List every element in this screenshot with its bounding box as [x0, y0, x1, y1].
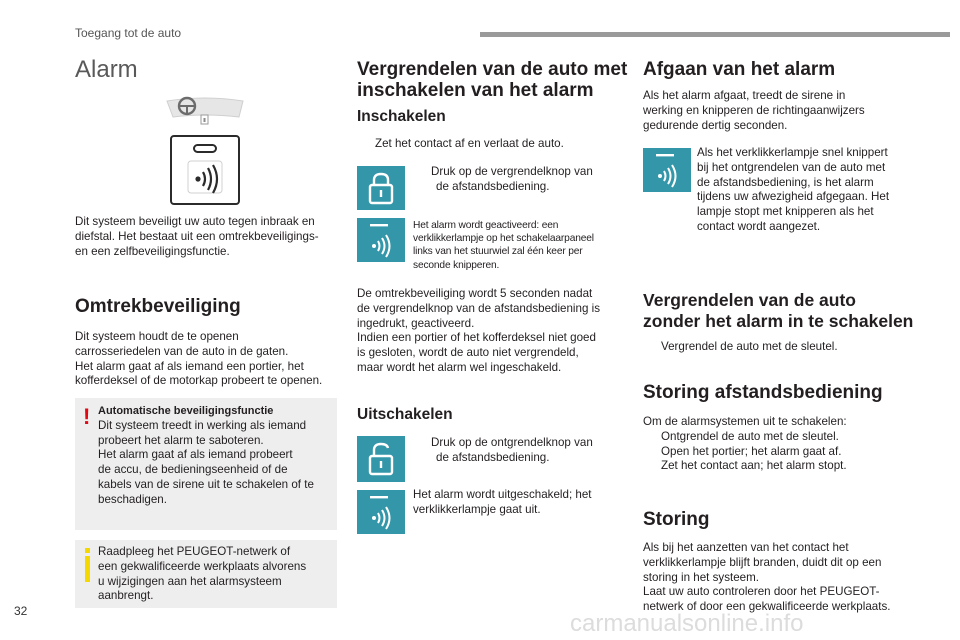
warning-icon: !: [83, 404, 91, 429]
info-icon: [85, 548, 91, 584]
zonder-alarm-bullet: Vergrendel de auto met de sleutel.: [661, 340, 838, 353]
inschakelen-bullet: Zet het contact af en verlaat de auto.: [375, 137, 564, 150]
unlock-instruction: Druk op de ontgrendelknop van de afstandsbediening.: [431, 436, 593, 464]
page-title: Alarm: [75, 56, 138, 83]
geactiveerd-note: Het alarm wordt geactiveerd: een verklikkerlampje op het schakelaarpaneel links van het stuurwiel zal één keer per seconde knipperen.: [413, 220, 594, 271]
alarm-intro: Dit systeem beveiligt uw auto tegen inbraak en diefstal. Het bestaat uit een omtrekbeveiligings- en een zelfbeveiligingsfunctie.: [75, 215, 319, 258]
omtrekbeveiliging-text: Dit systeem houdt de te openen carrosseriedelen van de auto in de gaten. Het alarm gaat af als iemand een portier, het kofferdeksel of de motorkap probeert te openen.: [75, 330, 323, 388]
zonder-alarm-heading: Vergrendelen van de auto zonder het alarm in te schakelen: [643, 290, 914, 331]
warning-note: ! Automatische beveiligingsfunctie Dit systeem treedt in werking als iemand probeert het alarm te saboteren. Het alarm gaat af als iemand probeert de accu, de bedieningseenheid of de kabels van de sirene uit te schakelen of te beschadigen.: [75, 398, 337, 530]
info-note: Raadpleeg het PEUGEOT-netwerk of een gekwalificeerde werkplaats alvorens u wijzigingen aan het alarmsysteem aanbrengt.: [75, 540, 337, 608]
indicator-lamp-icon: [357, 218, 405, 262]
storing-text: Als bij het aanzetten van het contact het verklikkerlampje blijft branden, duidt dit op een storing in het systeem. Laat uw auto controleren door het PEUGEOT- netwerk of door een gekwalificeerde werkplaats.: [643, 541, 891, 614]
page-number: 32: [14, 604, 28, 618]
dashboard-illustration: [165, 95, 245, 127]
inschakelen-heading: Inschakelen: [357, 108, 446, 125]
header-bar: [480, 32, 950, 37]
lock-instruction: Druk op de vergrendelknop van de afstandsbediening.: [431, 165, 593, 193]
uitgeschakeld-text: Het alarm wordt uitgeschakeld; het verklikkerlampje gaat uit.: [413, 488, 592, 516]
remote-key-fob: [170, 135, 240, 205]
warning-title: Automatische beveiligingsfunctie: [98, 405, 274, 417]
section-header: Toegang tot de auto: [75, 26, 182, 40]
storing-heading: Storing: [643, 509, 710, 530]
vergrendelen-heading: Vergrendelen van de auto met inschakelen van het alarm: [357, 59, 628, 101]
storing-afstandsbediening-heading: Storing afstandsbediening: [643, 382, 883, 403]
afgaan-text: Als het alarm afgaat, treedt de sirene in werking en knipperen de richtingaanwijzers gedurende dertig seconden.: [643, 89, 865, 132]
indicator-lamp-off-icon: [357, 490, 405, 534]
afgaan-heading: Afgaan van het alarm: [643, 59, 836, 80]
omtrekbeveiliging-heading: Omtrekbeveiliging: [75, 296, 241, 317]
unlock-button-icon: [357, 436, 405, 482]
alarm-indicator-icon: [643, 148, 691, 192]
uitschakelen-heading: Uitschakelen: [357, 406, 453, 423]
snel-knipperen-text: Als het verklikkerlampje snel knippert bij het ontgrendelen van de auto met de afstandsbediening, is het alarm tijdens uw afwezigheid afgegaan. Het lampje stopt met knipperen als het contact wordt aangezet.: [697, 146, 890, 233]
lock-button-icon: [357, 166, 405, 210]
watermark: carmanualsonline.info: [570, 610, 804, 637]
storing-afstandsbediening-text: Om de alarmsystemen uit te schakelen: Ontgrendel de auto met de sleutel. Open het portier; het alarm gaat af. Zet het contact aan; het alarm stopt.: [643, 415, 847, 473]
omtrek-activation-text: De omtrekbeveiliging wordt 5 seconden nadat de vergrendelknop van de afstandsbediening is ingedrukt, geactiveerd. Indien een portier of het kofferdeksel niet goed is gesloten, wordt de auto niet vergrendeld, maar wordt het alarm wel ingeschakeld.: [357, 287, 600, 374]
